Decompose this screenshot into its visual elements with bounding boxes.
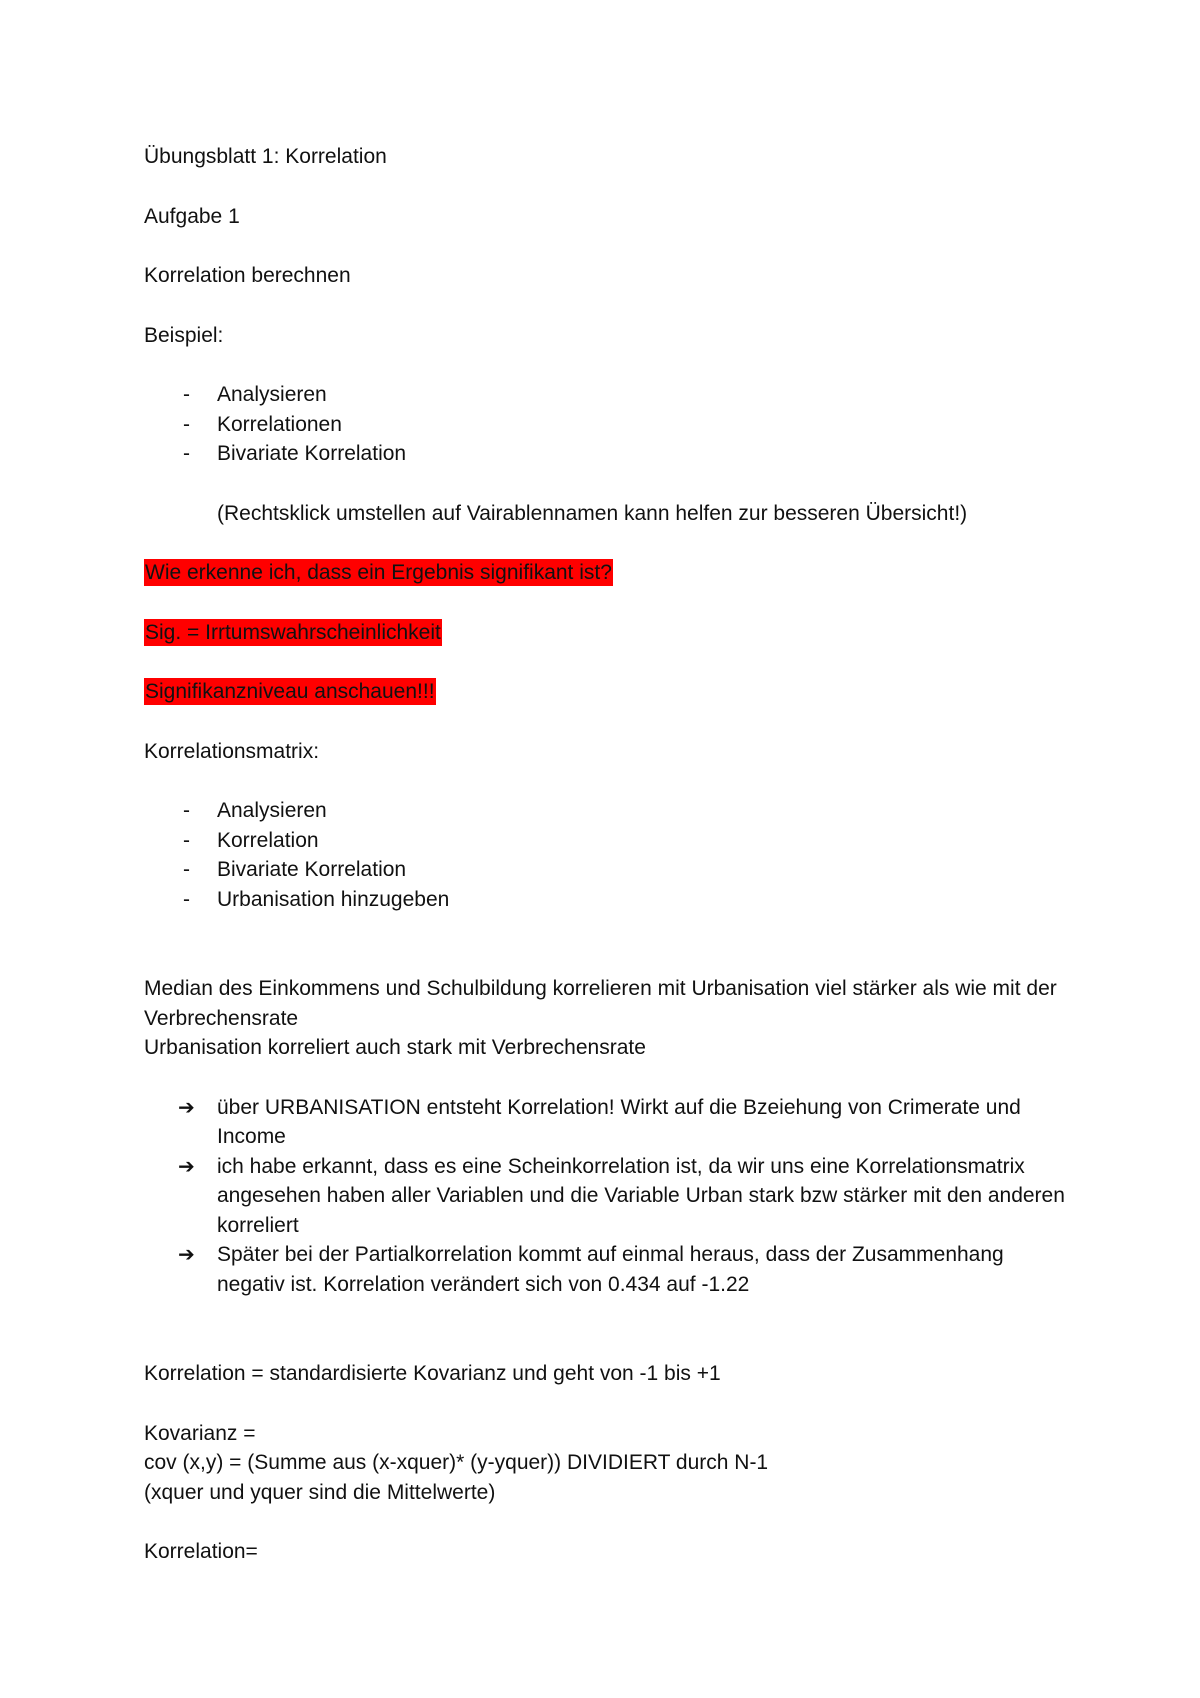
highlight-line (144, 618, 1074, 648)
highlight-line (144, 558, 1074, 588)
highlighted-text: Wie erkenne ich, dass ein Ergebnis signifikant ist? (145, 561, 612, 584)
list-item-text: Korrelation (217, 828, 319, 852)
list-item (144, 410, 1074, 440)
dash-bullet: - (183, 412, 190, 436)
dash-bullet: - (183, 383, 190, 406)
document-body (144, 142, 1074, 1567)
right-arrow-icon: ➔ (178, 1242, 195, 1266)
correlation-definition: Korrelation = standardisierte Kovarianz und geht von -1 bis +1 (144, 1362, 721, 1385)
list-item-text: Bivariate Korrelation (217, 442, 407, 465)
example-label: Beispiel: (144, 323, 224, 347)
list-item (144, 885, 1074, 915)
list-item (144, 796, 1074, 826)
median-paragraph: Median des Einkommens und Schulbildung korrelieren mit Urbanisation viel stärker als wie mit der Verbrechensrate (144, 977, 1057, 1030)
subtitle: Korrelation berechnen (144, 264, 351, 287)
highlighted-text: Signifikanzniveau anschauen!!! (145, 680, 435, 703)
list-item-text: Urbanisation hinzugeben (217, 887, 450, 911)
list-item-text: über URBANISATION entsteht Korrelation! Wirkt auf die Bzeiehung von Crimerate und Income (217, 1095, 1021, 1148)
list-item (144, 439, 1074, 469)
list-item (144, 380, 1074, 410)
example-note: (Rechtsklick umstellen auf Vairablennamen kann helfen zur besseren Übersicht!) (217, 501, 968, 525)
list-item (144, 1093, 1074, 1152)
right-arrow-icon: ➔ (178, 1094, 195, 1119)
list-item (144, 855, 1074, 885)
covariance-note: (xquer und yquer sind die Mittelwerte) (144, 1480, 496, 1504)
urbanisation-paragraph: Urbanisation korreliert auch stark mit Verbrechensrate (144, 1036, 646, 1059)
covariance-label: Kovarianz = (144, 1421, 256, 1445)
list-item (144, 1240, 1074, 1299)
matrix-steps-list (144, 796, 1074, 914)
dash-bullet: - (183, 442, 190, 465)
dash-bullet: - (183, 799, 190, 822)
dash-bullet: - (183, 858, 190, 881)
list-item (144, 1152, 1074, 1241)
covariance-formula: cov (x,y) = (Summe aus (x-xquer)* (y-yquer)) DIVIDIERT durch N-1 (144, 1451, 769, 1474)
page-title: Übungsblatt 1: Korrelation (144, 145, 387, 168)
dash-bullet: - (183, 828, 190, 852)
right-arrow-icon: ➔ (178, 1153, 195, 1178)
dash-bullet: - (183, 887, 190, 911)
example-steps-list (144, 380, 1074, 469)
matrix-label: Korrelationsmatrix: (144, 739, 320, 763)
highlight-line (144, 677, 1074, 707)
list-item-text: Analysieren (217, 799, 327, 822)
list-item-text: Analysieren (217, 383, 327, 406)
conclusions-list (144, 1093, 1074, 1300)
list-item-text: ich habe erkannt, dass es eine Scheinkorrelation ist, da wir uns eine Korrelationsmatrix angesehen haben aller Variablen und die Variable Urban stark bzw stärker mit den anderen korreliert (217, 1154, 1065, 1237)
list-item (144, 826, 1074, 856)
list-item-text: Bivariate Korrelation (217, 858, 407, 881)
list-item-text: Korrelationen (217, 412, 342, 436)
highlighted-text: Sig. = Irrtumswahrscheinlichkeit (145, 620, 441, 644)
correlation-label: Korrelation= (144, 1540, 258, 1563)
task-heading: Aufgabe 1 (144, 204, 240, 228)
list-item-text: Später bei der Partialkorrelation kommt auf einmal heraus, dass der Zusammenhang negativ ist. Korrelation verändert sich von 0.434 auf -1.22 (217, 1243, 1004, 1296)
